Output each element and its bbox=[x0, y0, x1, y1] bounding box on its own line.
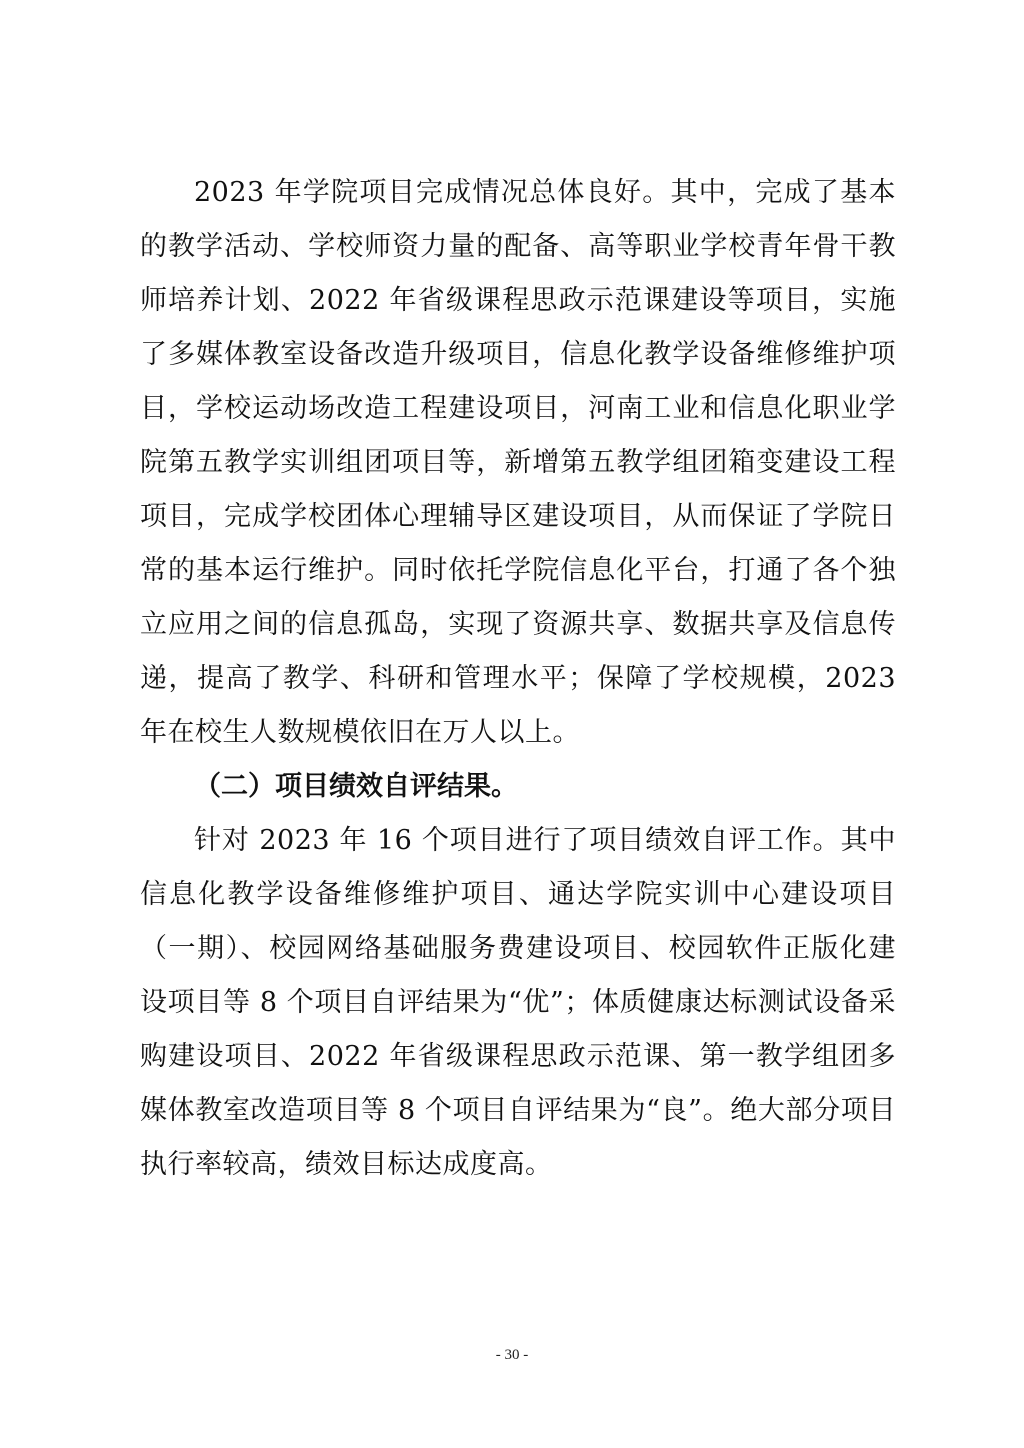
document-body bbox=[140, 166, 896, 1192]
section-heading-self-evaluation: （二）项目绩效自评结果。 bbox=[194, 771, 518, 802]
page-number: - 30 - bbox=[495, 1347, 529, 1363]
paragraph-self-evaluation-results: 针对 2023 年 16 个项目进行了项目绩效自评工作。其中信息化教学设备维修维护项目、通达学院实训中心建设项目（一期）、校园网络基础服务费建设项目、校园软件正版化建设项目等 8 个项目自评结果为“优”；体质健康达标测试设备采购建设项目、2022 年省级课程思政示范课、第一教学组团多媒体教室改造项目等 8 个项目自评结果为“良”。绝大部分项目执行率较高，绩效目标达成度高。 bbox=[140, 825, 896, 1180]
paragraph-project-completion: 2023 年学院项目完成情况总体良好。其中，完成了基本的教学活动、学校师资力量的配备、高等职业学校青年骨干教师培养计划、2022 年省级课程思政示范课建设等项目，实施了多媒体教室设备改造升级项目，信息化教学设备维修维护项目，学校运动场改造工程建设项目，河南工业和信息化职业学院第五教学实训组团项目等，新增第五教学组团箱变建设工程项目，完成学校团体心理辅导区建设项目，从而保证了学院日常的基本运行维护。同时依托学院信息化平台，打通了各个独立应用之间的信息孤岛，实现了资源共享、数据共享及信息传递，提高了教学、科研和管理水平；保障了学校规模，2023 年在校生人数规模依旧在万人以上。 bbox=[140, 177, 896, 748]
